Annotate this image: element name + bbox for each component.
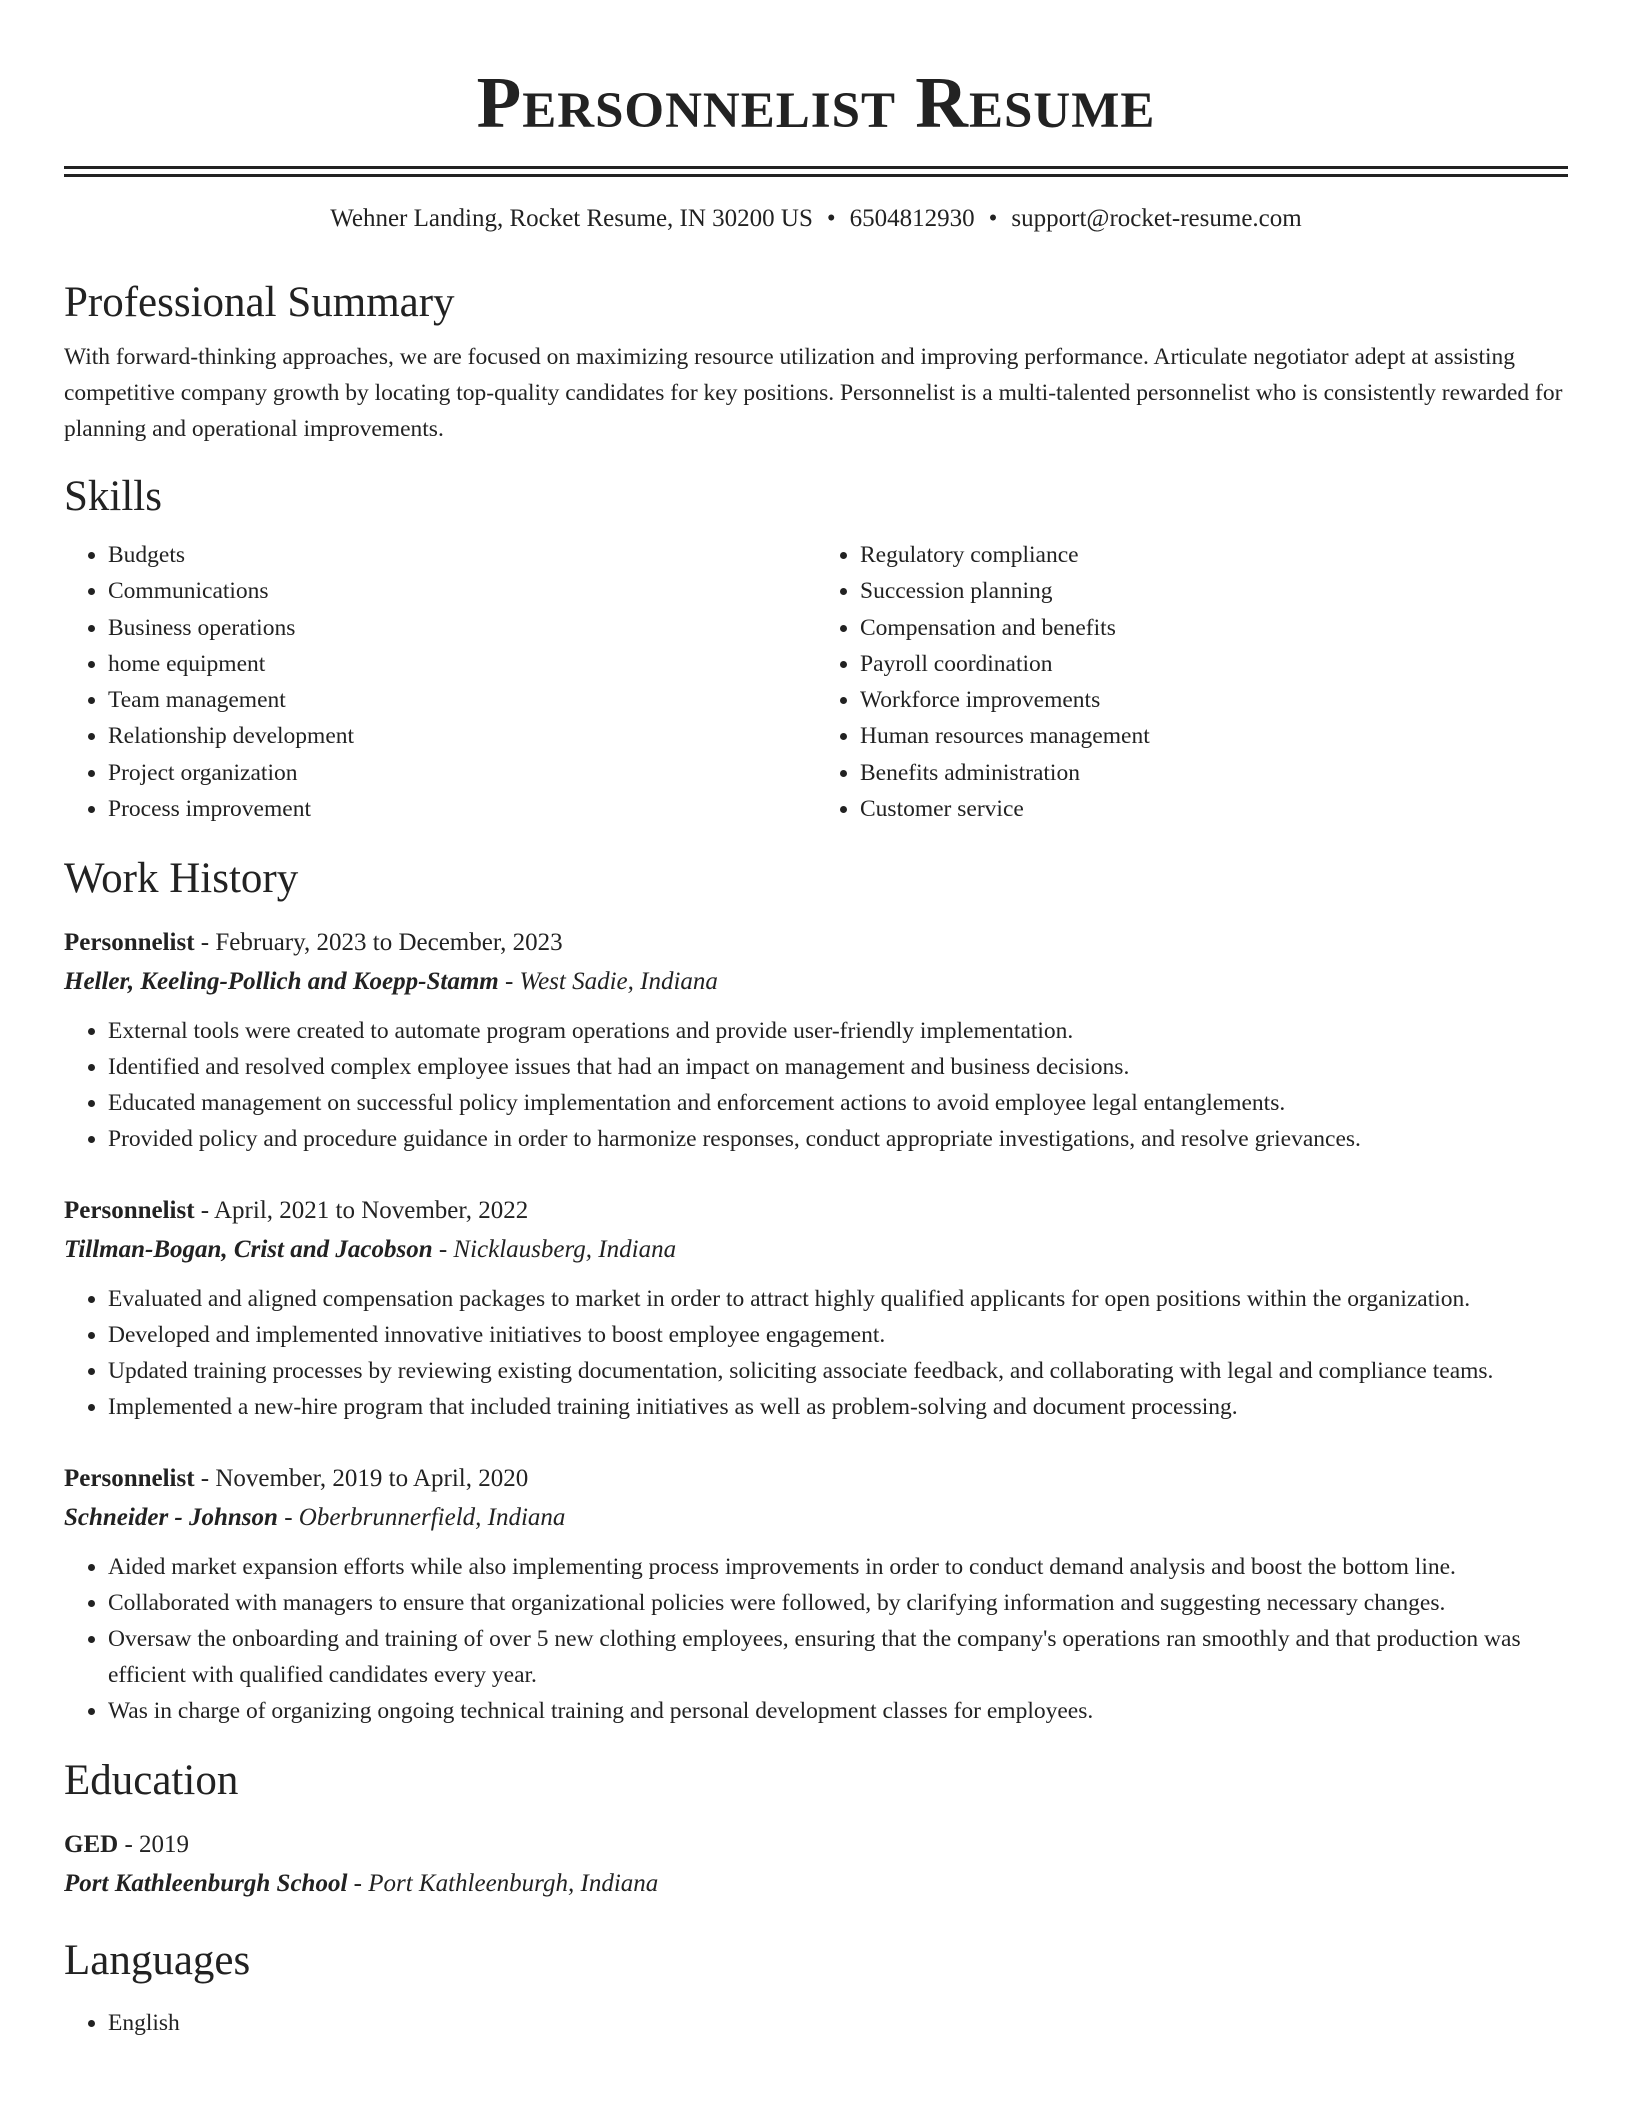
job-bullet: • Was in charge of organizing ongoing technical training and personal development classes for employees. (108, 1693, 1568, 1729)
contact-email: support@rocket-resume.com (1011, 205, 1302, 232)
resume-page (64, 0, 1568, 2041)
job-company-line (64, 1499, 1568, 1537)
education-school-line (64, 1865, 1568, 1903)
education-location: - Port Kathleenburgh, Indiana (347, 1870, 659, 1898)
job-bullet: • Developed and implemented innovative initiatives to boost employee engagement. (108, 1317, 1568, 1353)
summary-text: With forward-thinking approaches, we are focused on maximizing resource utilization and improving performance. Articulate negotiator adept at assisting competitive company growth by locating top-quality candidates for key positions. Personnelist is a multi-talented personnelist who is consistently rewarded for planning and operational improvements. (64, 344, 1563, 442)
work-history-heading: Work History (64, 855, 299, 903)
job-location: - Nicklausberg, Indiana (432, 1236, 677, 1264)
job-bullet: • Aided market expansion efforts while also implementing process improvements in order to conduct demand analysis and boost the bottom line. (108, 1549, 1568, 1585)
job-company: Schneider - Johnson (64, 1504, 278, 1532)
job-bullet: • Updated training processes by reviewing existing documentation, soliciting associate feedback, and collaborating with legal and compliance teams. (108, 1353, 1568, 1389)
skill-item: • Budgets (108, 537, 816, 573)
skill-item: • Regulatory compliance (860, 537, 1568, 573)
skills-list (64, 537, 1568, 827)
skill-item: • Team management (108, 682, 816, 718)
language-item: • English (108, 2005, 1568, 2041)
languages-bullets (64, 2005, 1568, 2041)
job-company: Heller, Keeling-Pollich and Koepp-Stamm (64, 968, 499, 996)
job-bullet: • Educated management on successful policy implementation and enforcement actions to avoid employee legal entanglements. (108, 1085, 1568, 1121)
skill-item: • Compensation and benefits (860, 610, 1568, 646)
job-bullet: • Implemented a new-hire program that included training initiatives as well as problem-solving and document processing. (108, 1389, 1568, 1425)
education-school: Port Kathleenburgh School (64, 1870, 348, 1898)
job-bullet: • External tools were created to automate program operations and provide user-friendly implementation. (108, 1013, 1568, 1049)
resume-title: Personnelist Resume (476, 62, 1156, 143)
languages-heading: Languages (64, 1937, 251, 1985)
job-bullets (64, 1013, 1568, 1157)
job-bullets (64, 1281, 1568, 1425)
skill-item: • Benefits administration (860, 755, 1568, 791)
skills-heading: Skills (64, 473, 162, 520)
skill-item: • Human resources management (860, 718, 1568, 754)
contact-phone: 6504812930 (849, 205, 975, 232)
contact-separator: • (826, 205, 836, 232)
education-degree-line (64, 1825, 1568, 1865)
skill-item: • Communications (108, 573, 816, 609)
skill-item: • Relationship development (108, 718, 816, 754)
job-location: - Oberbrunnerfield, Indiana (277, 1504, 566, 1532)
skill-item: • Business operations (108, 610, 816, 646)
skill-item: • home equipment (108, 646, 816, 682)
summary-heading: Professional Summary (64, 279, 455, 326)
job-role-line (64, 1191, 1568, 1231)
skill-item: • Succession planning (860, 573, 1568, 609)
job-entry (64, 1459, 1568, 1729)
job-bullet: • Oversaw the onboarding and training of over 5 new clothing employees, ensuring that the company's operations ran smoothly and that production was efficient with qualified candidates every year. (108, 1621, 1568, 1693)
education-degree: GED (64, 1831, 119, 1859)
skill-item: • Project organization (108, 755, 816, 791)
job-dates: - February, 2023 to December, 2023 (194, 929, 563, 957)
job-entry (64, 923, 1568, 1157)
job-bullets (64, 1549, 1568, 1729)
skills-column-left (64, 537, 816, 827)
skills-column-right (816, 537, 1568, 827)
skill-item: • Process improvement (108, 791, 816, 827)
job-entry (64, 1191, 1568, 1425)
title-divider (64, 166, 1568, 177)
education-heading: Education (64, 1757, 239, 1805)
job-role: Personnelist (64, 1197, 195, 1225)
job-role: Personnelist (64, 929, 195, 957)
job-dates: - April, 2021 to November, 2022 (194, 1197, 529, 1225)
skill-item: • Payroll coordination (860, 646, 1568, 682)
job-dates: - November, 2019 to April, 2020 (194, 1465, 529, 1493)
contact-address: Wehner Landing, Rocket Resume, IN 30200 US (330, 205, 813, 232)
job-company: Tillman-Bogan, Crist and Jacobson (64, 1236, 433, 1264)
skill-item: • Workforce improvements (860, 682, 1568, 718)
job-role-line (64, 1459, 1568, 1499)
job-company-line (64, 963, 1568, 1001)
skill-item: • Customer service (860, 791, 1568, 827)
education-entry (64, 1825, 1568, 1903)
contact-line (64, 203, 1568, 235)
job-bullet: • Collaborated with managers to ensure that organizational policies were followed, by clarifying information and suggesting necessary changes. (108, 1585, 1568, 1621)
education-year: - 2019 (118, 1831, 190, 1859)
job-role-line (64, 923, 1568, 963)
job-role: Personnelist (64, 1465, 195, 1493)
languages-list (64, 2005, 1568, 2041)
job-bullet: • Evaluated and aligned compensation packages to market in order to attract highly qualified applicants for open positions within the organization. (108, 1281, 1568, 1317)
contact-separator: • (988, 205, 998, 232)
job-company-line (64, 1231, 1568, 1269)
job-bullet: • Provided policy and procedure guidance in order to harmonize responses, conduct appropriate investigations, and resolve grievances. (108, 1121, 1568, 1157)
job-bullet: • Identified and resolved complex employee issues that had an impact on management and business decisions. (108, 1049, 1568, 1085)
job-location: - West Sadie, Indiana (498, 968, 718, 996)
